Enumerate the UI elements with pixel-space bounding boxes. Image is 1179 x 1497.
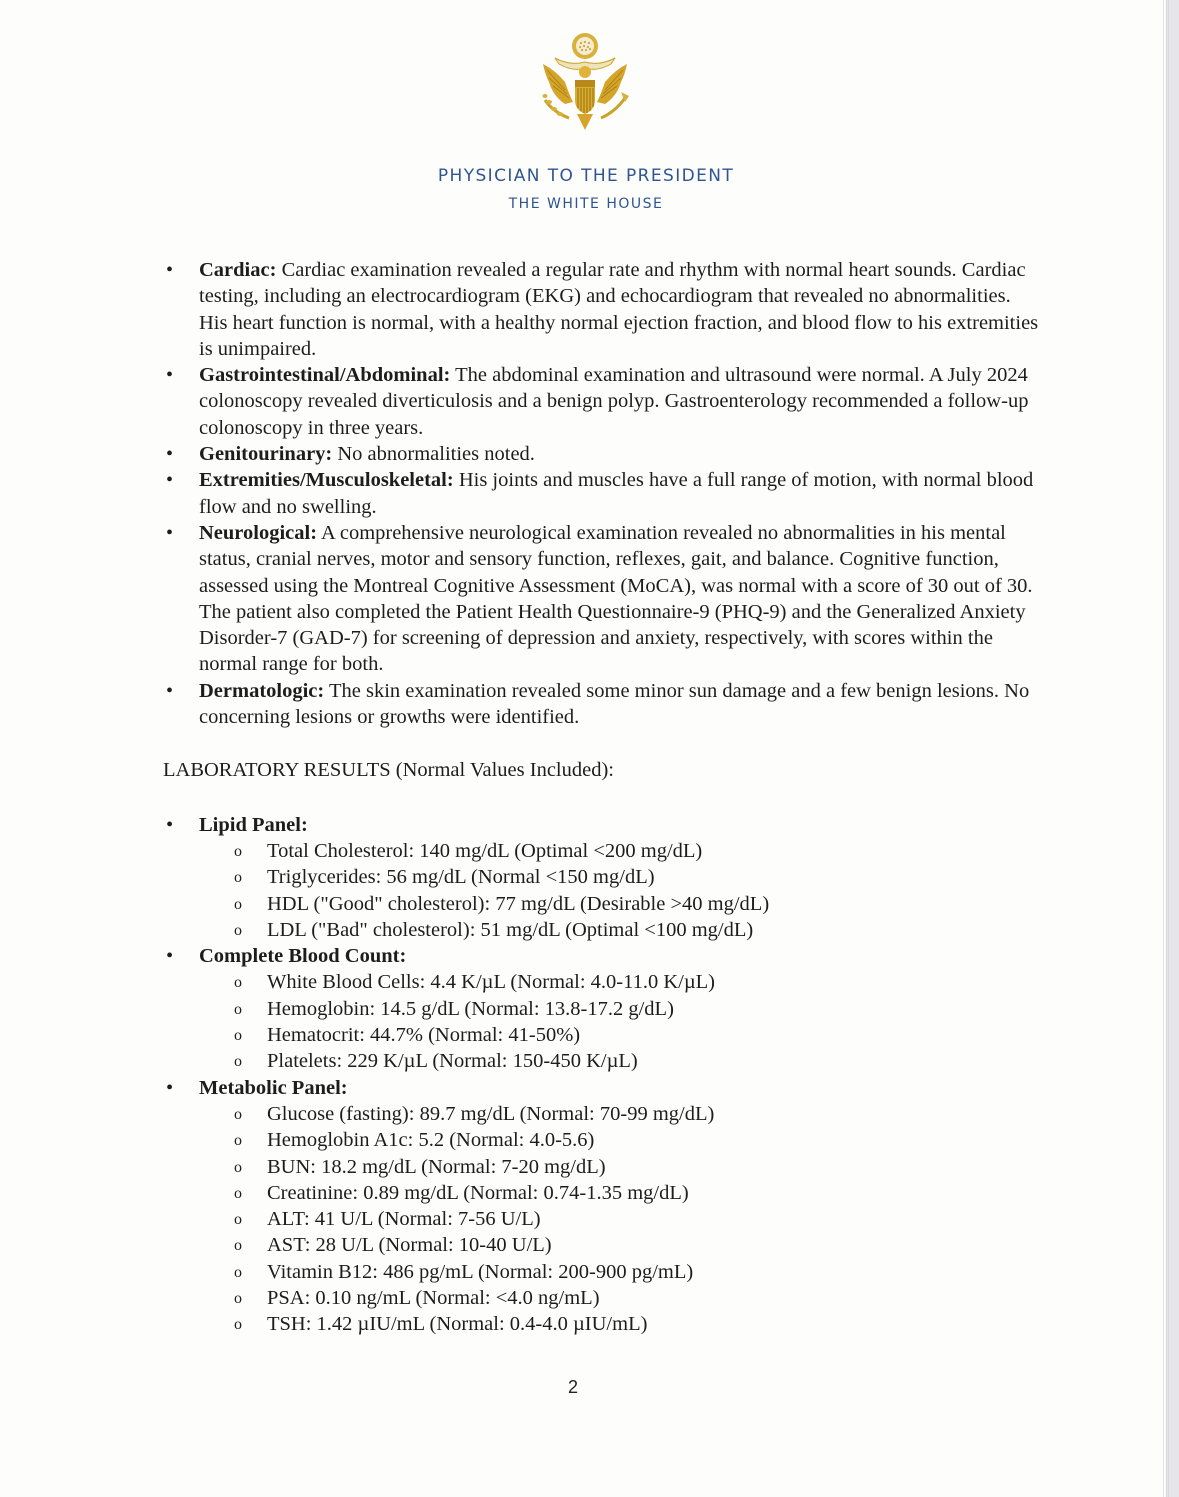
lab-panels-list (163, 812, 1043, 1338)
lab-item: o PSA: 0.10 ng/mL (Normal: <4.0 ng/mL) (267, 1285, 1043, 1311)
exam-findings-list (163, 257, 1043, 730)
exam-label: Extremities/Musculoskeletal: (199, 469, 454, 492)
lab-item: o White Blood Cells: 4.4 K/µL (Normal: 4.0-11.0 K/µL) (267, 969, 1043, 995)
lab-item: o Triglycerides: 56 mg/dL (Normal <150 mg/dL) (267, 864, 1043, 890)
exam-text: The skin examination revealed some minor sun damage and a few benign lesions. No concerning lesions or growths were identified. (199, 679, 1030, 729)
lab-item: o Hemoglobin: 14.5 g/dL (Normal: 13.8-17.2 g/dL) (267, 996, 1043, 1022)
lab-item: o HDL ("Good" cholesterol): 77 mg/dL (Desirable >40 mg/dL) (267, 891, 1043, 917)
lab-item: o Creatinine: 0.89 mg/dL (Normal: 0.74-1.35 mg/dL) (267, 1180, 1043, 1206)
exam-item-musculoskeletal (163, 467, 1043, 520)
exam-text: The abdominal examination and ultrasound were normal. A July 2024 colonoscopy revealed diverticulosis and a benign polyp. Gastroenterology recommended a follow-up colonoscopy in three years. (199, 364, 1029, 439)
exam-item-genitourinary (163, 441, 1043, 467)
exam-label: Cardiac: (199, 259, 277, 281)
exam-item-cardiac (163, 257, 1043, 362)
exam-label: Dermatologic: (199, 679, 325, 702)
page-edge (1163, 0, 1164, 1497)
lab-item: o Platelets: 229 K/µL (Normal: 150-450 K/µL) (267, 1048, 1043, 1074)
great-seal-eagle-icon (535, 30, 635, 135)
page-number: 2 (567, 1377, 578, 1397)
lab-item: o Total Cholesterol: 140 mg/dL (Optimal <200 mg/dL) (267, 838, 1043, 864)
lab-item: o AST: 28 U/L (Normal: 10-40 U/L) (267, 1232, 1043, 1258)
panel-title: Complete Blood Count: (199, 945, 407, 968)
document-body (163, 257, 1043, 1338)
lab-item: o ALT: 41 U/L (Normal: 7-56 U/L) (267, 1206, 1043, 1232)
lab-item: o Vitamin B12: 486 pg/mL (Normal: 200-900 pg/mL) (267, 1259, 1043, 1285)
lab-panel-lipid (163, 812, 1043, 943)
page-stack-edge (1168, 0, 1169, 1497)
letterhead-subtitle: THE WHITE HOUSE (508, 196, 664, 212)
lab-item: o LDL ("Bad" cholesterol): 51 mg/dL (Optimal <100 mg/dL) (267, 917, 1043, 943)
exam-label: Neurological: (199, 521, 318, 544)
exam-item-gastrointestinal (163, 362, 1043, 441)
lab-item: o TSH: 1.42 µIU/mL (Normal: 0.4-4.0 µIU/mL) (267, 1311, 1043, 1337)
lab-panel-metabolic (163, 1075, 1043, 1338)
exam-label: Gastrointestinal/Abdominal: (199, 364, 451, 387)
lab-item: o Hemoglobin A1c: 5.2 (Normal: 4.0-5.6) (267, 1127, 1043, 1153)
exam-text: No abnormalities noted. (332, 443, 535, 466)
exam-label: Genitourinary: (199, 443, 333, 466)
letterhead-title: PHYSICIAN TO THE PRESIDENT (437, 166, 735, 186)
exam-text: A comprehensive neurological examination revealed no abnormalities in his mental status, cranial nerves, motor and sensory function, reflexes, gait, and balance. Cognitive function, assessed using the Montreal Cognitive Assessment (MoCA), was normal with a score of 30 out of 30. The patient also completed the Patient Health Questionnaire-9 (PHQ-9) and the Generalized Anxiety Disorder-7 (GAD-7) for screening of depression and anxiety, respectively, with scores within the normal range for both. (199, 521, 1033, 676)
lab-item: o BUN: 18.2 mg/dL (Normal: 7-20 mg/dL) (267, 1154, 1043, 1180)
panel-title: Lipid Panel: (199, 813, 308, 836)
lab-panel-cbc (163, 943, 1043, 1074)
exam-text: Cardiac examination revealed a regular rate and rhythm with normal heart sounds. Cardiac testing, including an electrocardiogram (EKG) and echocardiogram that revealed no abnormalities. His heart function is normal, with a healthy normal ejection fraction, and blood flow to his extremities is unimpaired. (199, 259, 1039, 360)
lab-item: o Hematocrit: 44.7% (Normal: 41-50%) (267, 1022, 1043, 1048)
exam-item-neurological (163, 520, 1043, 678)
exam-text: His joints and muscles have a full range of motion, with normal blood flow and no swelling. (199, 469, 1034, 518)
lab-item: o Glucose (fasting): 89.7 mg/dL (Normal: 70-99 mg/dL) (267, 1101, 1043, 1127)
exam-item-dermatologic (163, 678, 1043, 731)
panel-title: Metabolic Panel: (199, 1076, 348, 1099)
lab-results-heading: LABORATORY RESULTS (Normal Values Included): (163, 759, 614, 782)
